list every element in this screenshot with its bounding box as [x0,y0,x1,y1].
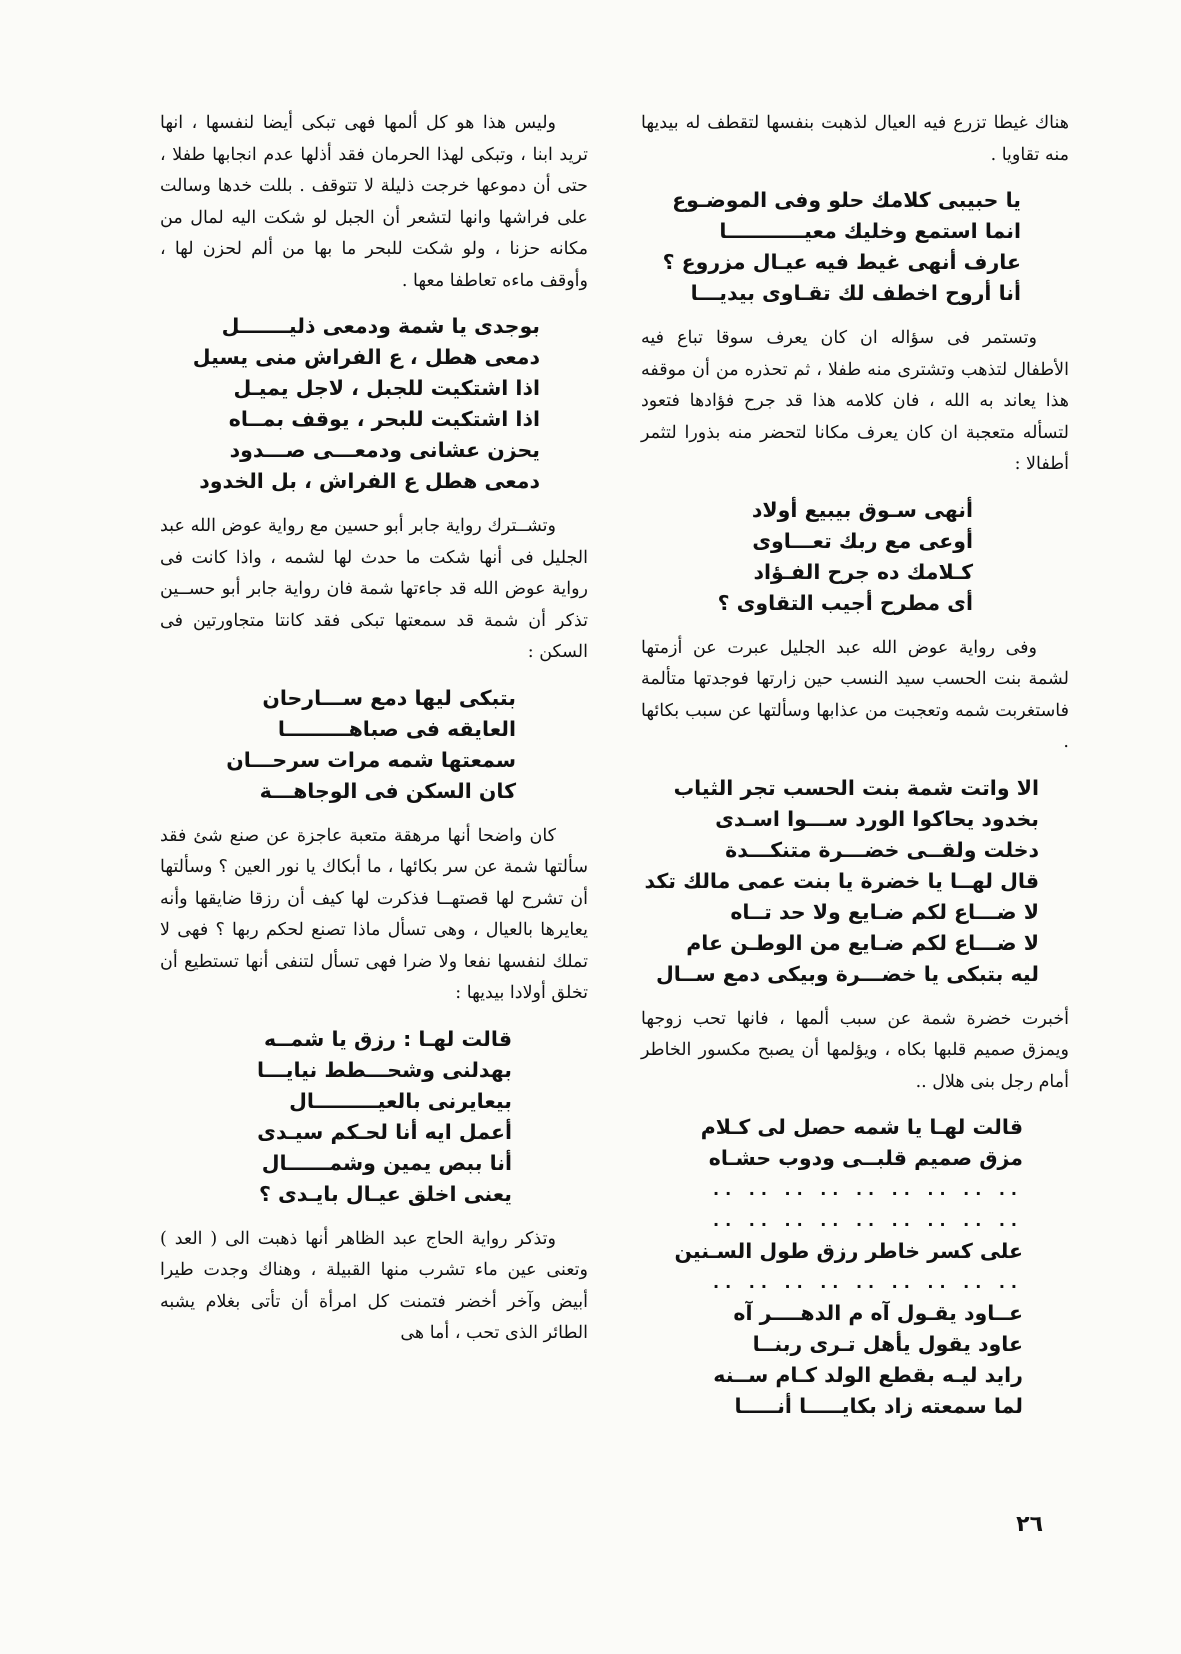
poem-verse: ليه بتبكى يا خضـــرة وبيكى دمع ســال [655,961,1039,986]
poem-verse: أعمل ايه أنا لحـكم سيـدى [257,1119,512,1144]
page-number: ٢٦ [1016,1512,1043,1537]
poem-stanza [208,1024,512,1210]
poem-verse: عاود يقول يأهل تـرى ربنــا [752,1332,1023,1356]
poem-verse: يعنى اخلق عيـال بايـدى ؟ [258,1181,512,1206]
poem-verse: عارف أنهى غيط فيه عيـال مزروع ؟ [662,250,1021,274]
poem-verse: على كسر خاطر رزق طول السـنين [674,1239,1023,1263]
poem-verse: لما سمعته زاد بكايـــــا أنـــــا [734,1394,1023,1418]
poem-verse: يحزن عشانى ودمعـــى صـــدود [229,438,540,462]
poem-verse: دمعى هطل ع الفراش ، بل الخدود [199,469,540,493]
left-column [160,108,588,1350]
poem-verse-ellipsis: .. .. .. .. .. .. .. .. .. [713,1211,1023,1230]
poem-verse: سمعتها شمه مرات سرحـــان [226,747,516,772]
poem-verse: انما استمع وخليك معيـــــــــــا [719,219,1021,243]
paragraph: وتذكر رواية الحاج عبد الظاهر أنها ذهبت الى ( العد ) وتعنى عين ماء تشرب منها القبيلة ، وهناك وجدت طيرا أبيض وآخر أخضر فتمنت كل امرأة أن تأتى بغلام يشبه الطائر الذى تحب ، أما هى [160,1228,588,1343]
poem-stanza [689,495,973,619]
poem-stanza [208,683,516,807]
paragraph: وليس هذا هو كل ألمها فهى تبكى أيضا لنفسها ، انها تريد ابنا ، وتبكى لهذا الحرمان فقد أذلها عدم انجابها طفلا ، حتى أن دموعها خرجت ذليلة لا تتوقف . بللت خدها وسالت على فراشها وانها لتشعر أن الجبل لو شكت اليه لمال من مكانه حزنا ، ولو شكت للبحر ما بها من ألم لحزن لها ، وأوقف ماءه تعاطفا معها . [160,113,588,291]
poem-verse: قال لهــا يا خضرة يا بنت عمى مالك تكد [644,868,1039,893]
poem-verse: بيعايرنى بالعيـــــــــال [289,1088,512,1113]
paragraph: وتشــترك رواية جابر أبو حسين مع رواية عوض الله عبد الجليل فى أنها شكت ما حدث لها لشمه ، واذا كانت فى رواية عوض الله قد جاءتها شمة فان رواية جابر أبو حســين تذكر أن شمة قد سمعتها تبكى فقد كانتا متجاورتين فى السكن : [160,516,588,662]
paragraph: وتستمر فى سؤاله ان كان يعرف سوقا تباع فيه الأطفال لتذهب وتشترى منه طفلا ، ثم تحذره من أن موقفه هذا يعاند به الله ، فان كلامه هذا قد جرح فؤادها فتعود لتسأله متعجبة ان كان يعرف مكانا لتحضر منه بذورا لتثمر أطفالا : [641,328,1069,474]
poem-verse: دمعى هطل ، ع الفراش منى يسيل [192,345,540,369]
poem-verse: كان السكن فى الوجاهـــة [259,778,516,803]
poem-verse: أنا ببص يمين وشمــــــال [261,1150,512,1175]
poem-verse: دخلت ولقــى خضـــرة متنكـــدة [725,837,1039,862]
poem-verse: الا واتت شمة بنت الحسب تجر الثياب [673,775,1039,800]
poem-verse: اذا اشتكيت للبحر ، يوقف بمــاه [228,407,540,431]
poem-verse: لا ضـــاع لكم ضـايع من الوطـن عام [686,930,1039,955]
poem-verse: أنا أروح اخطف لك تقـاوى بيديـــا [690,281,1021,305]
poem-stanza [674,1112,1023,1422]
paragraph: أخبرت خضرة شمة عن سبب ألمها ، فانها تحب زوجها ويمزق صميم قلبها بكاه ، ويؤلمها أن يصبح مكسور الخاطر أمام رجل بنى هلال .. [641,1008,1069,1092]
poem-verse: أى مطرح أجيب التقاوى ؟ [717,590,973,615]
poem-verse: لا ضـــاع لكم ضـايع ولا حد تــاه [730,899,1039,924]
poem-verse: بتبكى ليها دمع ســـارحان [262,685,516,710]
poem-verse: أوعى مع ربك تعـــاوى [752,528,973,553]
paragraph: كان واضحا أنها مرهقة متعبة عاجزة عن صنع شئ فقد سألتها شمة عن سر بكائها ، ما أبكاك يا نور العين ؟ وسألتها أن تشرح لها قصتهــا فذكرت لها كيف أن رزقا ضايقها وأنه يعايرها بالعيال ، وهى تسأل ماذا تصنع لحكم ربها ؟ فهى لا تملك لنفسها نفعا ولا ضرا فهى تسأل لتنفى أنها تستطيع أن تخلق أولادا بيديها : [160,825,588,1003]
poem-verse: رايد ليـه بقطع الولد كـام ســنه [713,1363,1023,1387]
poem-verse: اذا اشتكيت للجبل ، لاجل يميـل [233,376,540,400]
poem-verse: يا حبيبى كلامك حلو وفى الموضـوع [672,188,1021,212]
poem-stanza [662,185,1021,309]
poem-verse: بوجدى يا شمة ودمعى ذليـــــــل [221,314,540,338]
paragraph: هناك غيطا تزرع فيه العيال لذهبت بنفسها لتقطف له بيديها منه تقاويا . [641,113,1069,165]
poem-verse: بهدلنى وشحـــطط نيايـــا [257,1057,512,1082]
poem-verse-ellipsis: .. .. .. .. .. .. .. .. .. [713,1180,1023,1199]
poem-verse: العايقه فى صباهـــــــــا [277,716,516,741]
poem-verse: بخدود يحاكوا الورد ســـوا اسـدى [715,806,1039,831]
poem-verse: أنهى سـوق بيبيع أولاد [751,497,973,522]
poem-verse-ellipsis: .. .. .. .. .. .. .. .. .. [713,1273,1023,1292]
poem-stanza [644,773,1039,990]
poem-verse: مزق صميم قلبــى ودوب حشـاه [708,1146,1023,1170]
paragraph: وفى رواية عوض الله عبد الجليل عبرت عن أزمتها لشمة بنت الحسب سيد النسب حين زارتها فوجدتها متألمة فاستغربت شمه وتعجبت من عذابها وسألتها عن سبب بكائها . [641,637,1069,752]
right-column [641,108,1069,1436]
poem-stanza [192,311,540,497]
poem-verse: قالت لهـا يا شمه حصل لى كـلام [700,1115,1023,1139]
poem-verse: كـلامك ده جرح الفـؤاد [753,559,973,584]
poem-verse: قالت لهـا : رزق يا شمــه [263,1026,512,1051]
poem-verse: عــاود يقـول آه م الدهــــر آه [733,1301,1023,1325]
